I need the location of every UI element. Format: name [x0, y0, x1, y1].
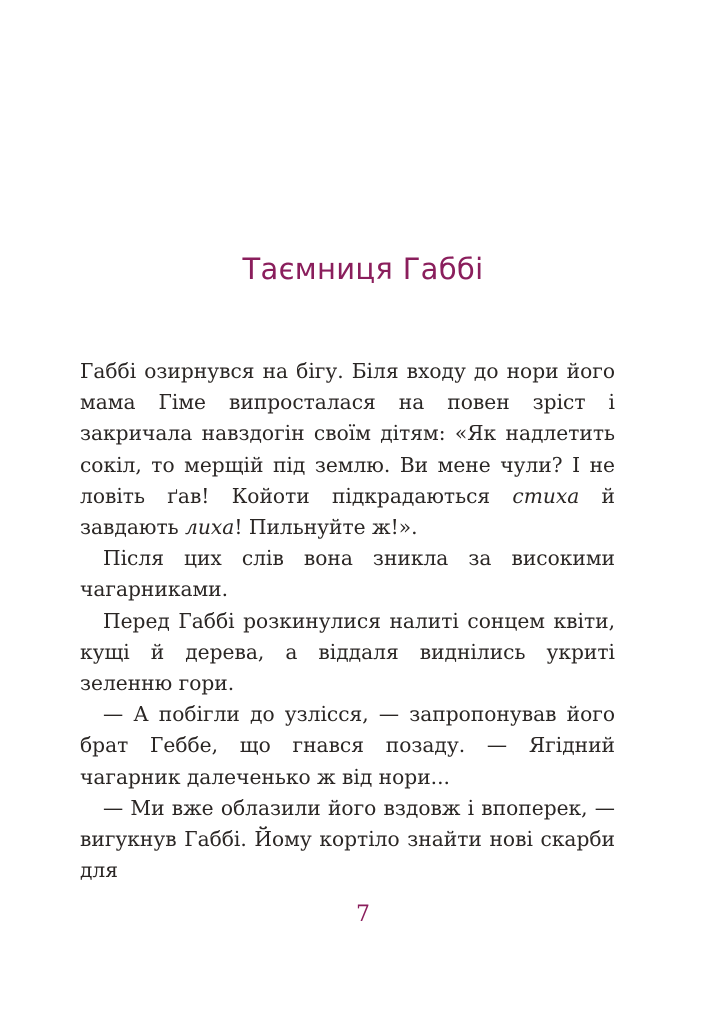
page-number: 7	[356, 902, 370, 927]
italic-word-lykha: лиха	[185, 515, 235, 540]
paragraph-4: — А побігли до узлісся, — запропонував його брат Геббе, що гнався позаду. — Ягідний чагарник далеченько ж від нори...	[80, 702, 615, 789]
paragraph-3: Перед Габбі розкинулися налиті сонцем квіти, кущі й дерева, а віддаля виднілись укриті зеленню гори.	[80, 608, 615, 696]
paragraph-1-mid: й завдають	[80, 483, 616, 540]
body-text	[80, 356, 615, 886]
italic-word-stykha: стиха	[512, 483, 580, 508]
paragraph-1-text: Габбі озирнувся на бігу. Біля входу до нори його мама Гіме випросталася на повен зріст і закричала навздогін своїм дітям: «Як надлетить сокіл, то мерщій під землю. Ви мене чули? І не ловіть ґав! Койоти підкрадаються	[80, 359, 615, 508]
chapter-title: Таємниця Габбі	[242, 252, 484, 286]
paragraph-2: Після цих слів вона зникла за високими чагарниками.	[80, 546, 615, 602]
paragraph-1-end: ! Пильнуйте ж!».	[234, 515, 418, 540]
paragraph-5: — Ми вже облазили його вздовж і впоперек, — вигукнув Габбі. Йому кортіло знайти нові скарби для	[80, 795, 615, 883]
paragraph-1	[80, 356, 615, 543]
